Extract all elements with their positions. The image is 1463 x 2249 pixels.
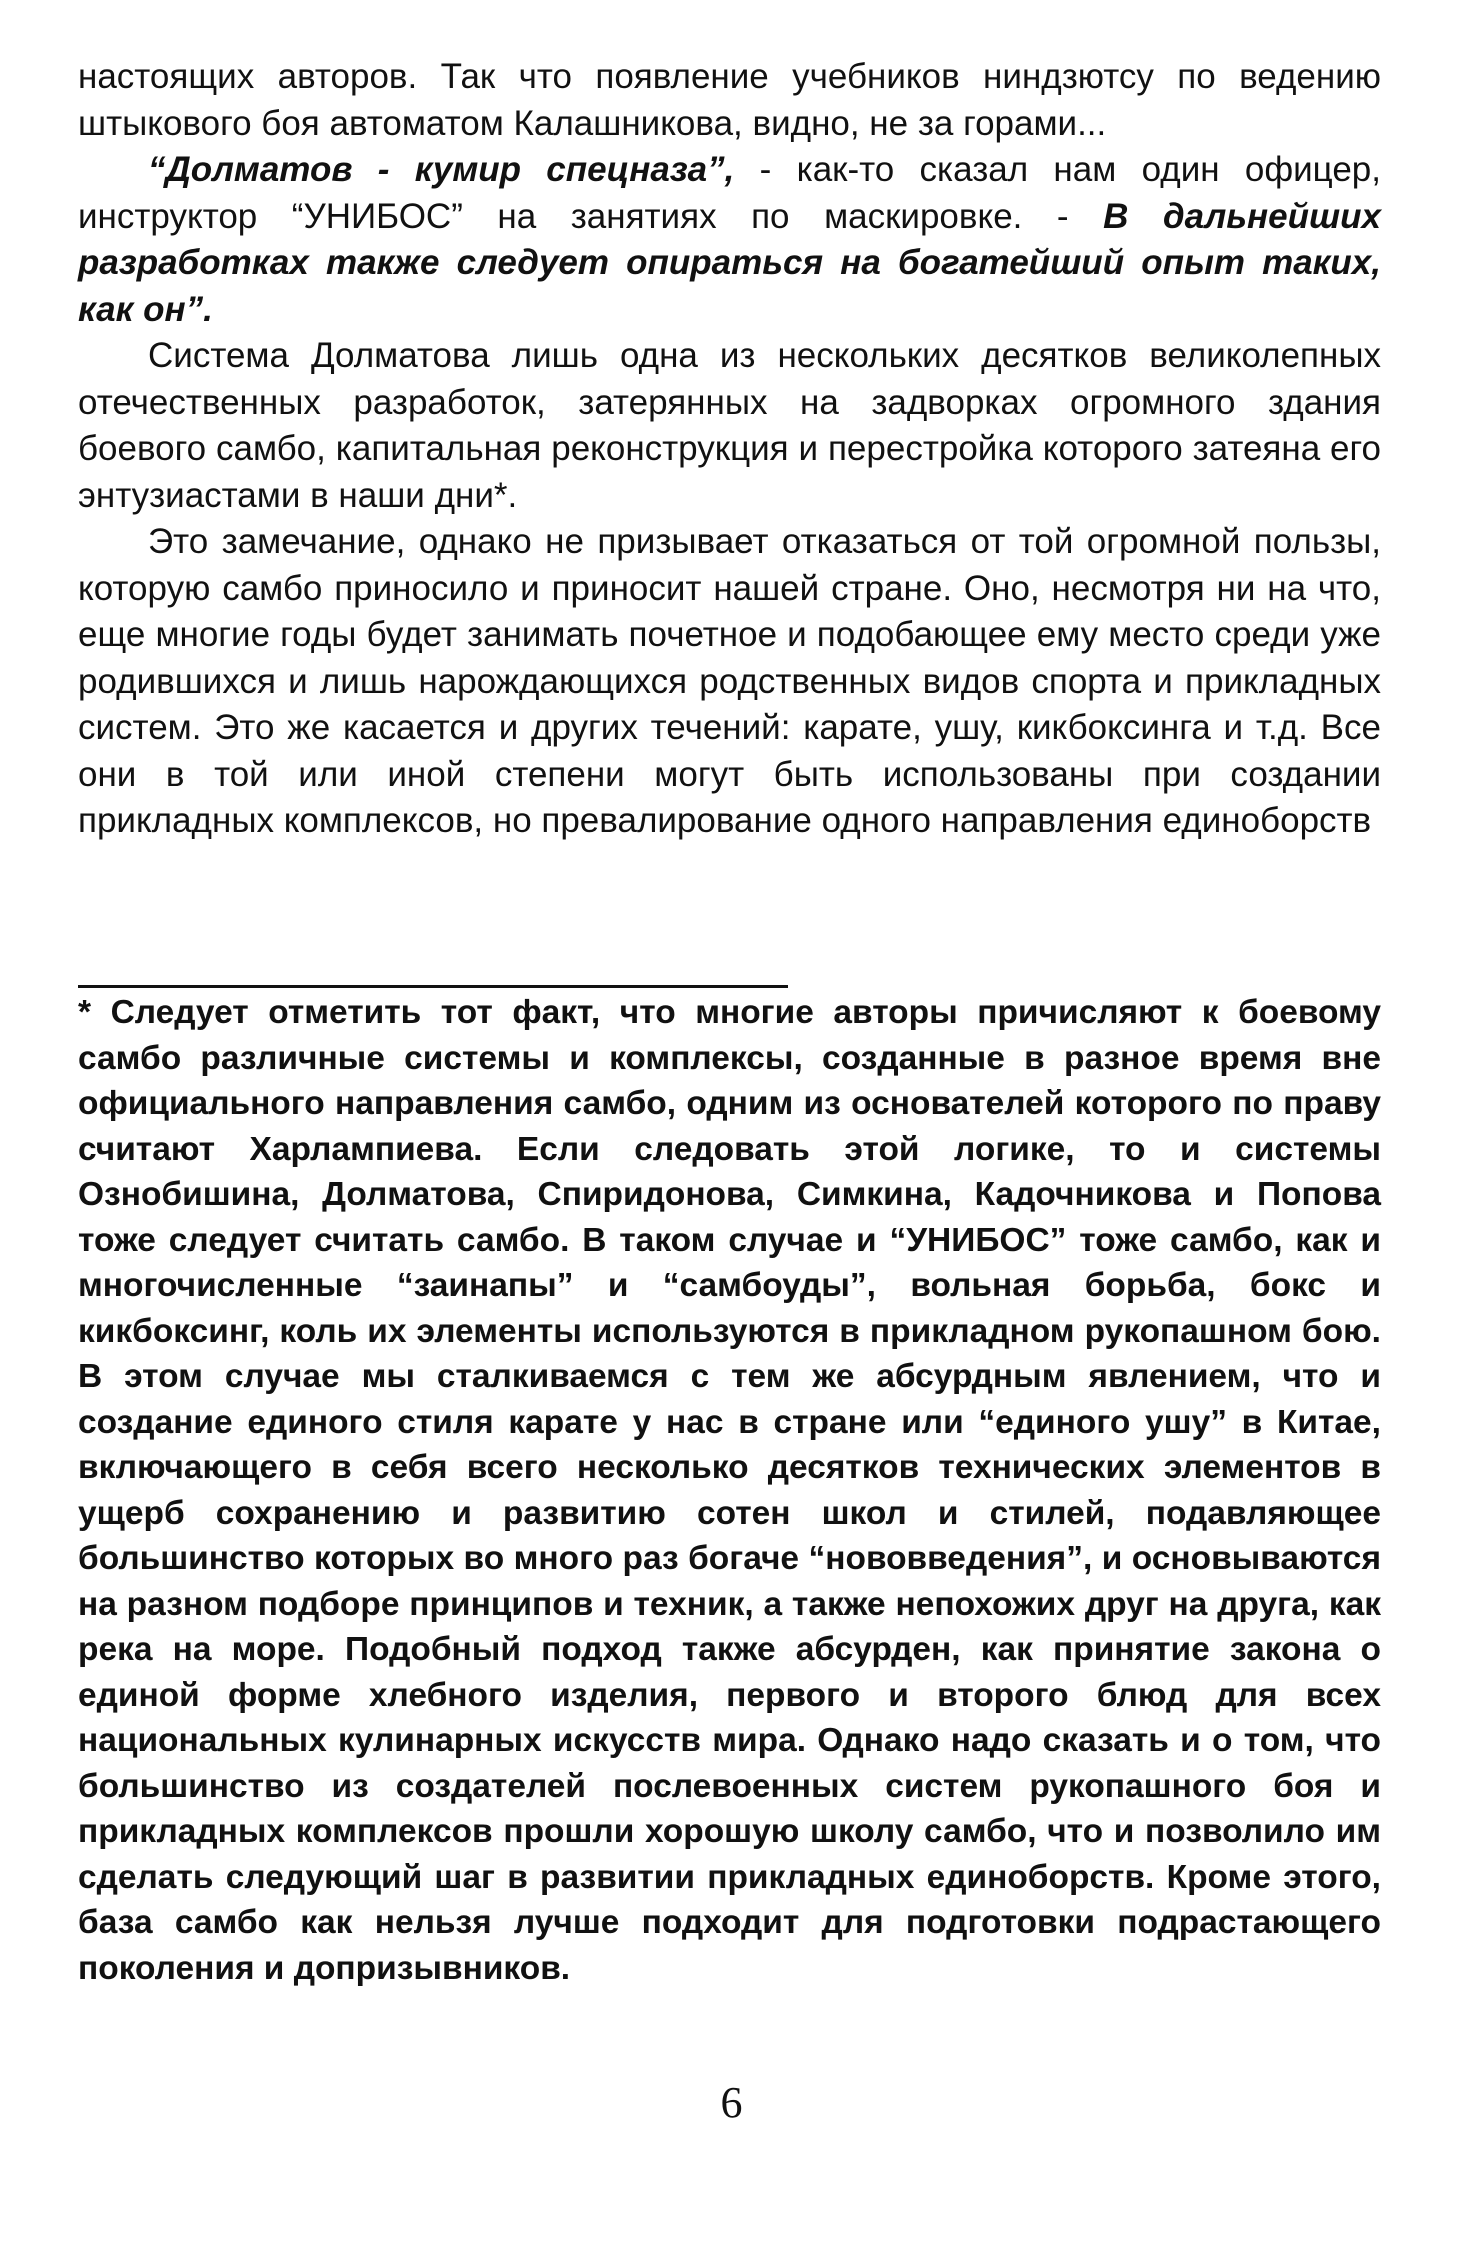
quote-attribution: - как-то сказал нам один офицер, инструктор “УНИБОС” на занятиях по маскировке. - <box>78 150 1381 236</box>
paragraph-quote <box>78 147 1381 333</box>
paragraph-dolmatov-system: Система Долматова лишь одна из нескольких десятков великолепных отечественных разработок, затерянных на задворках огромного здания боевого самбо, капитальная реконструкция и перестройка которого затеяна его энтузиастами в наши дни*. <box>78 336 1381 515</box>
italic-quote-2: В дальнейших разработках также следует опираться на богатейший опыт таких, как он”. <box>78 196 1381 329</box>
paragraph-remark: Это замечание, однако не призывает отказаться от той огромной пользы, которую самбо приносило и приносит нашей стране. Оно, несмотря ни на что, еще многие годы будет занимать почетное и подобающее ему место среди уже родившихся и лишь нарождающихся родственных видов спорта и прикладных систем. Это же касается и других течений: карате, ушу, кикбоксинга и т.д. Все они в той или иной степени могут быть использованы при создании прикладных комплексов, но превалирование одного направления единоборств <box>78 522 1381 840</box>
footnote-separator <box>78 985 788 988</box>
paragraph-continued: настоящих авторов. Так что появление учебников ниндзютсу по ведению штыкового боя автоматом Калашникова, видно, не за горами... <box>78 57 1381 143</box>
page-body <box>78 54 1381 845</box>
footnote: * Следует отметить тот факт, что многие авторы причисляют к боевому самбо различные системы и комплексы, созданные в разное время вне официального направления самбо, одним из основателей которого по праву считают Харлампиева. Если следовать этой логике, то и системы Ознобишина, Долматова, Спиридонова, Симкина, Кадочникова и Попова тоже следует считать самбо. В таком случае и “УНИБОС” тоже самбо, как и многочисленные “заинапы” и “самбоуды”, вольная борьба, бокс и кикбоксинг, коль их элементы используются в прикладном рукопашном бою. В этом случае мы сталкиваемся с тем же абсурдным явлением, что и создание единого стиля карате у нас в стране или “единого ушу” в Китае, включающего в себя всего несколько десятков технических элементов в ущерб сохранению и развитию сотен школ и стилей, подавляющее большинство которых во много раз богаче “нововведения”, и основываются на разном подборе принципов и техник, а также непохожих друг на друга, как река на море. Подобный подход также абсурден, как принятие закона о единой форме хлебного изделия, первого и второго блюд для всех национальных кулинарных искусств мира. Однако надо сказать и о том, что большинство из создателей послевоенных систем рукопашного боя и прикладных комплексов прошли хорошую школу самбо, что и позволило им сделать следующий шаг в развитии прикладных единоборств. Кроме этого, база самбо как нельзя лучше подходит для подготовки подрастающего поколения и допризывников. <box>78 994 1381 1987</box>
page-number: 6 <box>720 2078 743 2127</box>
italic-quote-1: “Долматов - кумир спецназа”, <box>148 150 735 189</box>
